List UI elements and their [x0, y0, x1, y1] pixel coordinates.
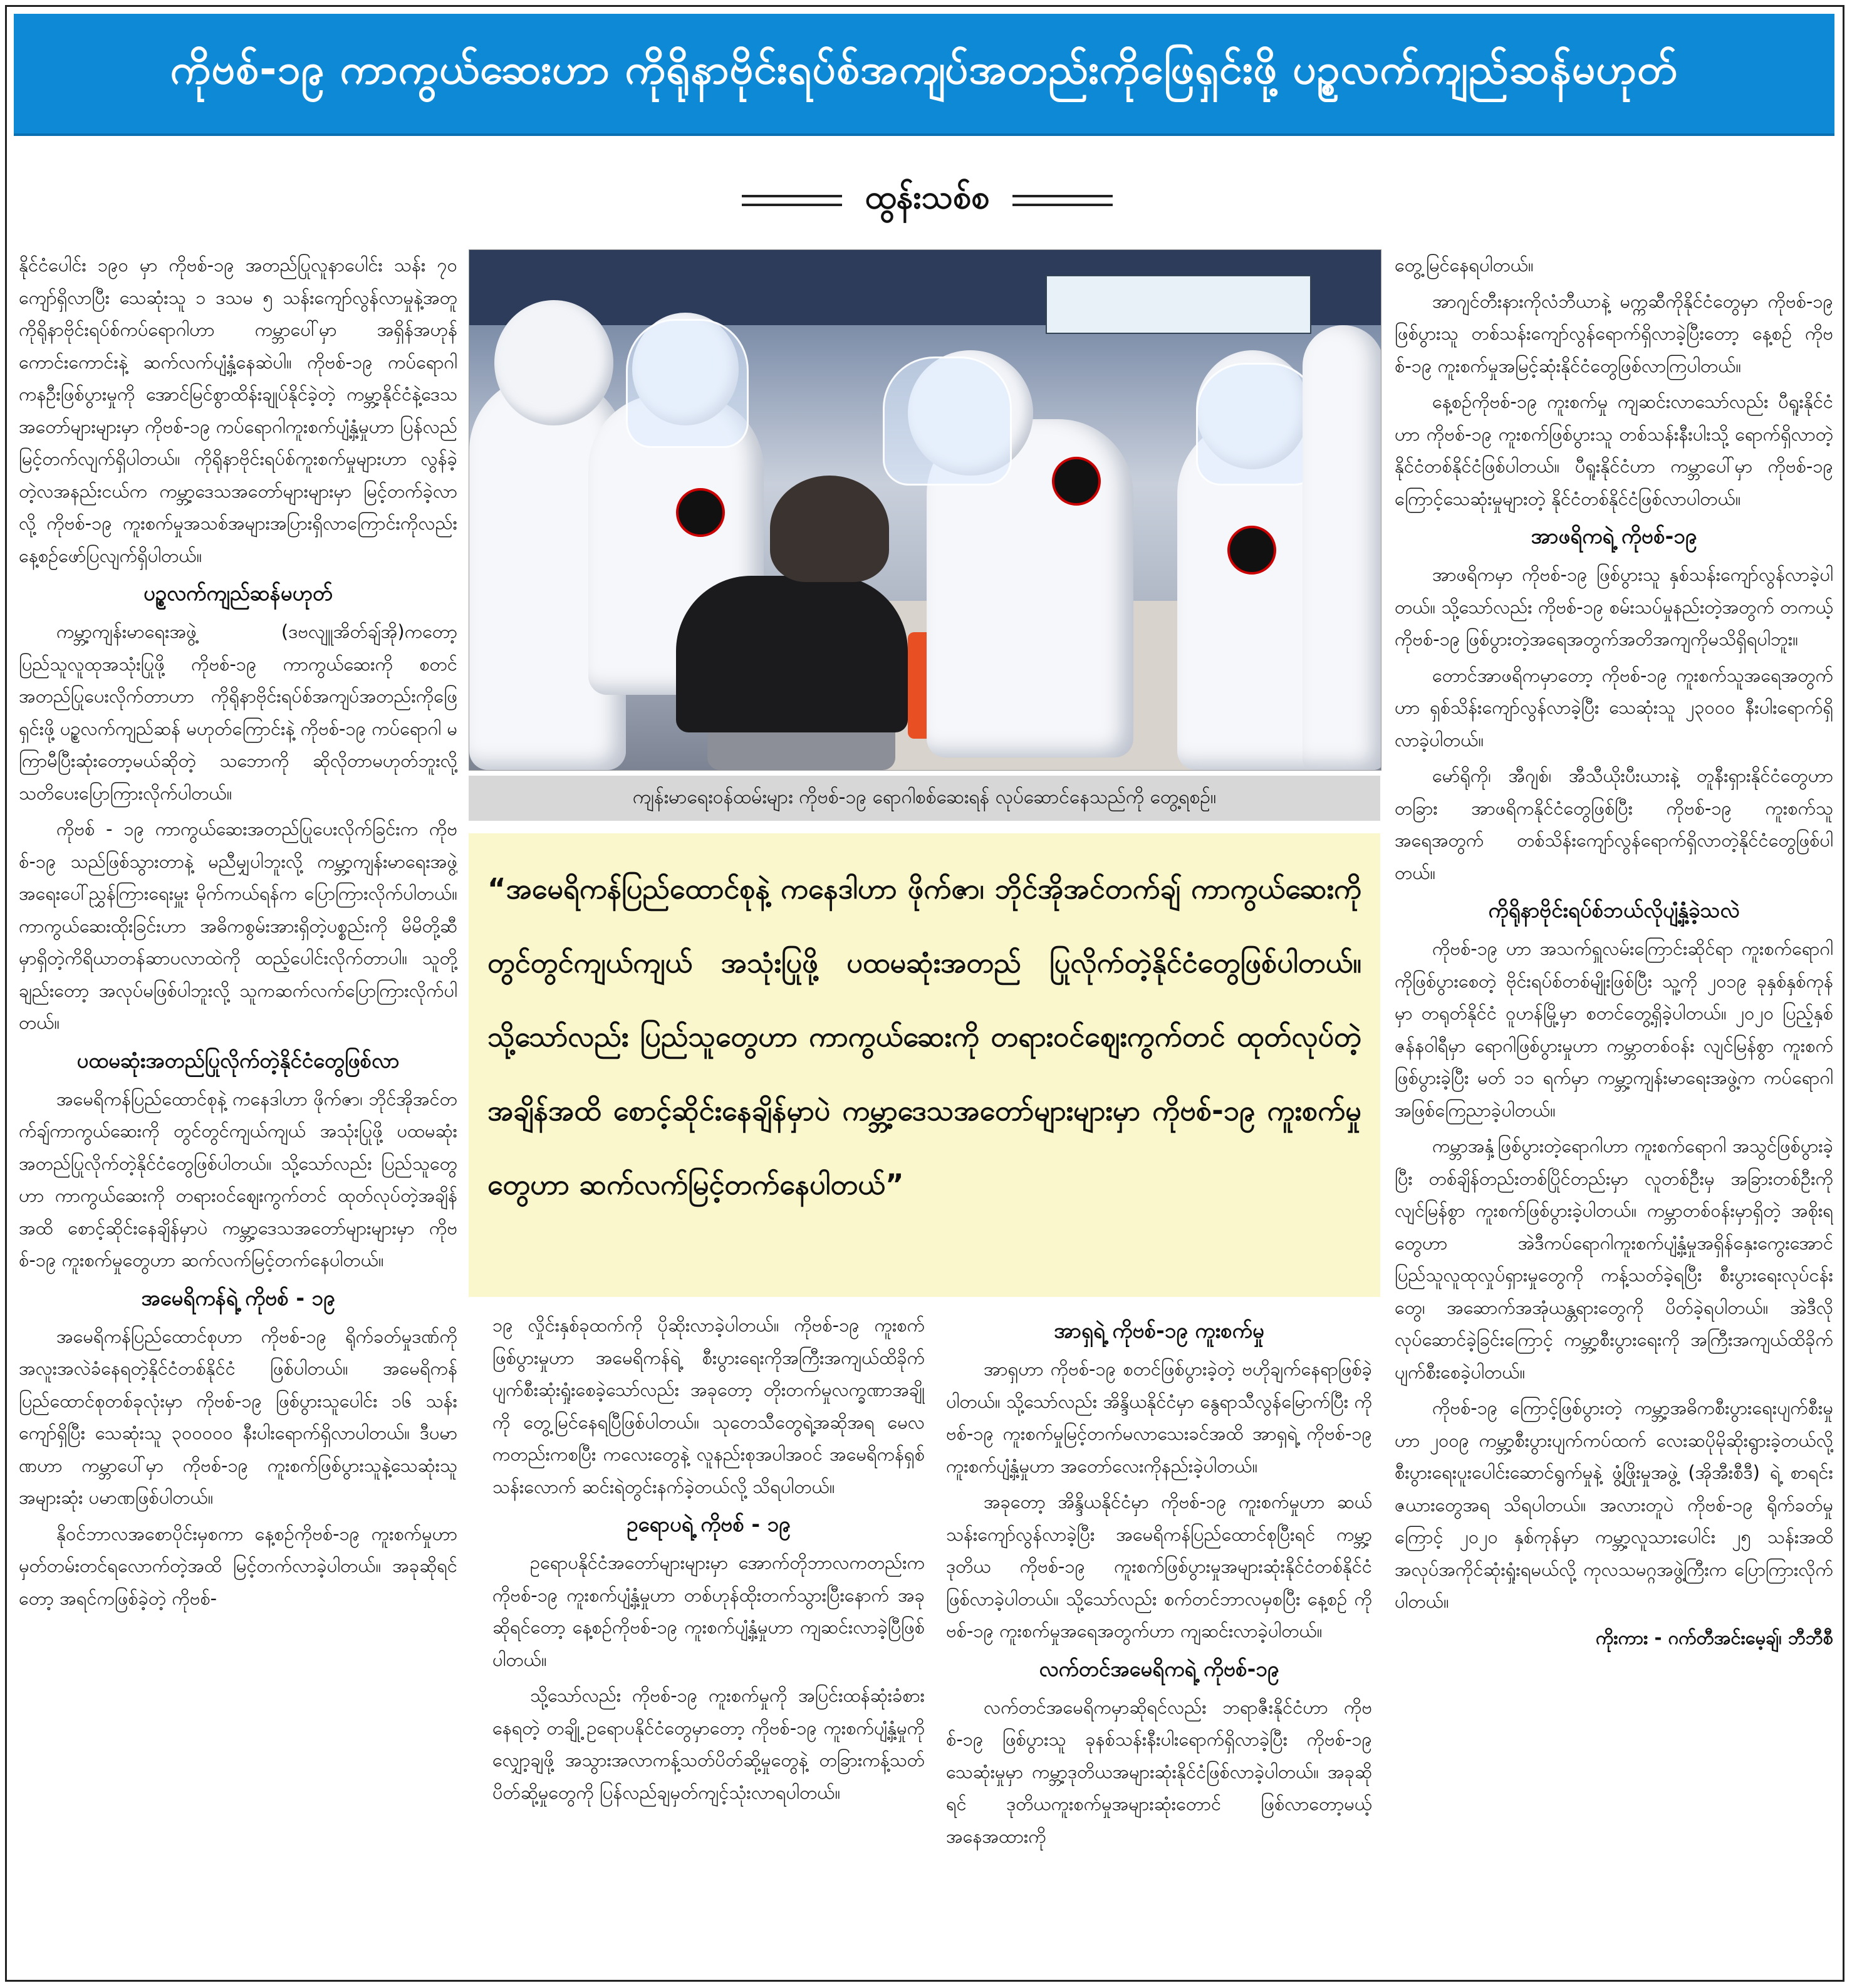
paragraph: တွေ့မြင်နေရပါတယ်။: [1395, 254, 1534, 276]
paragraph: ဥရောပနိုင်ငံအတော်များများမှာ အောက်တိုဘာလကတည်းက ကိုဗစ်-၁၉ ကူးစက်ပျံ့နှံ့မှုဟာ တစ်ဟုန်ထိုးတက်သွားပြီးနောက် အခုဆိုရင်တော့ နေ့စဉ်ကိုဗစ်-၁၉ ကူးစက်ပျံ့နှံ့မှုဟာ ကျဆင်းလာခဲ့ပြီဖြစ်ပါတယ်။: [492, 1552, 925, 1670]
column-2: [492, 1309, 925, 1974]
paragraph: အာရှဟာ ကိုဗစ်-၁၉ စတင်ဖြစ်ပွားခဲ့တဲ့ ဗဟိုချက်နေရာဖြစ်ခဲ့ပါတယ်။ သို့သော်လည်း အိန္ဒိယနိုင်ငံမှာ နွေရာသီလွန်မြောက်ပြီး ကိုဗစ်-၁၉ ကူးစက်မှုမြင့်တက်မလာသေးခင်အထိ အာရှရဲ့ ကိုဗစ်-၁၉ ကူးစက်ပျံ့နှံ့မှုဟာ အတော်လေးကိုနည်းခဲ့ပါတယ်။: [946, 1358, 1372, 1477]
paragraph: ကိုဗစ်-၁၉ ဟာ အသက်ရှူလမ်းကြောင်းဆိုင်ရာ ကူးစက်ရောဂါကိုဖြစ်ပွားစေတဲ့ ဗိုင်းရပ်စ်တစ်မျိုးဖြစ်ပြီး သူ့ကို ၂၀၁၉ ခုနှစ်နှစ်ကုန်မှာ တရုတ်နိုင်ငံ ဝူဟန်မြို့မှာ စတင်တွေ့ရှိခဲ့ပါတယ်။ ၂၀၂၀ ပြည့်နှစ် ဇန်နဝါရီမှာ ရောဂါဖြစ်ပွားမှုဟာ ကမ္ဘာတစ်ဝန်း လျင်မြန်စွာ ကူးစက်ဖြစ်ပွားခဲ့ပြီး မတ် ၁၁ ရက်မှာ ကမ္ဘာ့ကျန်းမာရေးအဖွဲ့က ကပ်ရောဂါအဖြစ်ကြေညာခဲ့ပါတယ်။: [1395, 938, 1833, 1121]
section-heading: ပထမဆုံးအတည်ပြုလိုက်တဲ့နိုင်ငံတွေဖြစ်လာ: [76, 1048, 400, 1073]
paragraph: နိုင်ငံပေါင်း ၁၉၀ မှာ ကိုဗစ်-၁၉ အတည်ပြုလူနာပေါင်း သန်း ၇၀ ကျော်ရှိလာပြီး သေဆုံးသူ ၁ ဒသမ ၅ သန်းကျော်လွန်လာမှုနဲ့အတူ ကိုရိုနာဗိုင်းရပ်စ်ကပ်ရောဂါဟာ ကမ္ဘာပေါ်မှာ အရှိန်အဟုန်ကောင်းကောင်းနဲ့ ဆက်လက်ပျံ့နှံ့နေဆဲပါ။ ကိုဗစ်-၁၉ ကပ်ရောဂါ ကနဦးဖြစ်ပွားမှုကို အောင်မြင်စွာထိန်းချုပ်နိုင်ခဲ့တဲ့ ကမ္ဘာ့နိုင်ငံနဲ့ဒေသအတော်များများမှာ ကိုဗစ်-၁၉ ကပ်ရောဂါကူးစက်ပျံ့နှံ့မှုဟာ ပြန်လည်မြင့်တက်လျက်ရှိပါတယ်။ ကိုရိုနာဗိုင်းရပ်စ်ကူးစက်မှုများဟာ လွန်ခဲ့တဲ့လအနည်းငယ်က ကမ္ဘာ့ဒေသအတော်များများမှာ မြင့်တက်ခဲ့လာလို့ ကိုဗစ်-၁၉ ကူးစက်မှုအသစ်အများအပြားရှိလာကြောင်းကိုလည်း နေ့စဉ်ဖော်ပြလျက်ရှိပါတယ်။: [19, 254, 457, 566]
health-worker-2-faceshield: [626, 319, 749, 448]
paragraph: နေ့စဉ်ကိုဗစ်-၁၉ ကူးစက်မှု ကျဆင်းလာသော်လည်း ပီရူးနိုင်ငံဟာ ကိုဗစ်-၁၉ ကူးစက်ဖြစ်ပွားသူ တစ်သန်းနီးပါးသို့ ရောက်ရှိလာတဲ့ နိုင်ငံတစ်နိုင်ငံဖြစ်ပါတယ်။ ပီရူးနိုင်ငံဟာ ကမ္ဘာပေါ်မှာ ကိုဗစ်-၁၉ ကြောင့်သေဆုံးမှုများတဲ့ နိုင်ငံတစ်နိုင်ငံဖြစ်လာပါတယ်။: [1395, 391, 1833, 509]
paragraph: ကိုဗစ် - ၁၉ ကာကွယ်ဆေးအတည်ပြုပေးလိုက်ခြင်းက ကိုဗစ်-၁၉ သည်ဖြစ်သွားတာနဲ့ မညီမျှပါဘူးလို့ ကမ္ဘာ့ကျန်းမာရေးအဖွဲ့အရေးပေါ်ညွှန်ကြားရေးမှူး မိုက်ကယ်ရန်က ပြောကြားလိုက်ပါတယ်။ ကာကွယ်ဆေးထိုးခြင်းဟာ အဓိကစွမ်းအားရှိတဲ့ပစ္စည်းကို မိမိတို့ဆီမှာရှိတဲ့ကိရိယာတန်ဆာပလာထဲကို ထည့်ပေါင်းလိုက်တာပါ။ သူတို့ချည်းတော့ အလုပ်မဖြစ်ပါဘူးလို့ သူကဆက်လက်ပြောကြားလိုက်ပါတယ်။: [19, 818, 457, 1033]
section-heading: ဥရောပရဲ့ ကိုဗစ် - ၁၉: [627, 1512, 791, 1536]
health-worker-2-badge: [676, 488, 725, 537]
health-worker-3-faceshield: [883, 356, 1012, 486]
column-4: [1395, 249, 1833, 1969]
paragraph: တောင်အာဖရိကမှာတော့ ကိုဗစ်-၁၉ ကူးစက်သူအရေအတွက်ဟာ ရှစ်သိန်းကျော်လွန်လာခဲ့ပြီး သေဆုံးသူ ၂၃၀၀၀ နီးပါးရောက်ရှိလာခဲ့ပါတယ်။: [1395, 664, 1833, 751]
paragraph: ၁၉ လှိုင်းနှစ်ခုထက်ကို ပိုဆိုးလာခဲ့ပါတယ်။ ကိုဗစ်-၁၉ ကူးစက်ဖြစ်ပွားမှုဟာ အမေရိကန်ရဲ့ စီးပွားရေးကိုအကြီးအကျယ်ထိခိုက်ပျက်စီးဆုံးရှုံးစေခဲ့သော်လည်း အခုတော့ တိုးတက်မှုလက္ခဏာအချို့ကို တွေ့မြင်နေရပြီဖြစ်ပါတယ်။ သုတေသီတွေရဲ့အဆိုအရ မေလကတည်းကစပြီး ကလေးတွေနဲ့ လူနည်းစုအပါအဝင် အမေရိကန်ရှစ်သန်းလောက် ဆင်းရဲတွင်းနက်ခဲ့တယ်လို့ သိရပါတယ်။: [492, 1314, 925, 1497]
section-heading: ကိုရိုနာဗိုင်းရပ်စ်ဘယ်လိုပျံ့နှံ့ခဲ့သလဲ: [1488, 898, 1740, 922]
photo-patient: [676, 576, 908, 732]
paragraph: ကမ္ဘာအနှံ့ဖြစ်ပွားတဲ့ရောဂါဟာ ကူးစက်ရောဂါ အသွင်ဖြစ်ပွားခဲ့ပြီး တစ်ချိန်တည်းတစ်ပြိုင်တည်းမှာ လူတစ်ဦးမှ အခြားတစ်ဦးကို လျင်မြန်စွာ ကူးစက်ဖြစ်ပွားခဲ့ပါတယ်။ ကမ္ဘာတစ်ဝန်းမှာရှိတဲ့ အစိုးရတွေဟာ အဲဒီကပ်ရောဂါကူးစက်ပျံ့နှံ့မှုအရှိန်နှေးကွေးအောင် ပြည်သူလူထုလှုပ်ရှားမှုတွေကို ကန့်သတ်ခဲ့ရပြီး စီးပွားရေးလုပ်ငန်းတွေ၊ အဆောက်အအုံယန္တရားတွေကို ပိတ်ခဲ့ရပါတယ်။ အဲဒီလိုလုပ်ဆောင်ခဲ့ခြင်းကြောင့် ကမ္ဘာ့စီးပွားရေးကို အကြီးအကျယ်ထိခိုက်ပျက်စီးစေခဲ့ပါတယ်။: [1395, 1135, 1833, 1383]
section-heading: ပဥ္စလက်ကျည်ဆန်မဟုတ်: [143, 581, 333, 605]
column-3: [946, 1309, 1372, 1974]
health-worker-4-badge: [1227, 526, 1276, 575]
photo-patient-cap: [770, 476, 889, 582]
headline: ကိုဗစ်-၁၉ ကာကွယ်ဆေးဟာ ကိုရိုနာဗိုင်းရပ်စ်အကျပ်အတည်းကိုဖြေရှင်းဖို့ ပဥ္စလက်ကျည်ဆန်မဟုတ်: [14, 14, 1834, 136]
section-heading: အာဖရိကရဲ့ ကိုဗစ်-၁၉: [1531, 524, 1697, 548]
health-worker-4-faceshield: [1196, 363, 1319, 486]
paragraph: ကမ္ဘာ့ကျန်းမာရေးအဖွဲ့ (ဒဗလျူအိတ်ချ်အို)ကတော့ ပြည်သူလူထုအသုံးပြုဖို့ ကိုဗစ်-၁၉ ကာကွယ်ဆေးကို စတင်အတည်ပြုပေးလိုက်တာဟာ ကိုရိုနာဗိုင်းရပ်စ်အကျပ်အတည်းကိုဖြေရှင်းဖို့ ပဥ္စလက်ကျည်ဆန် မဟုတ်ကြောင်းနဲ့ ကိုဗစ်-၁၉ ကပ်ရောဂါ မကြာမီပြီးဆုံးတော့မယ်ဆိုတဲ့ သဘောကို ဆိုလိုတာမဟုတ်ဘူးလို့ သတိပေးပြောကြားလိုက်ပါတယ်။: [19, 621, 457, 804]
byline-author: ထွန်းသစ်စ: [865, 179, 990, 216]
byline-rule-left: [742, 195, 842, 206]
paragraph: အမေရိကန်ပြည်ထောင်စုနဲ့ ကနေဒါဟာ ဖိုက်ဇာ၊ ဘိုင်အိုအင်တက်ချ်ကာကွယ်ဆေးကို တွင်တွင်ကျယ်ကျယ် အသုံးပြုဖို့ ပထမဆုံးအတည်ပြုလိုက်တဲ့နိုင်ငံတွေဖြစ်ပါတယ်။ သို့သော်လည်း ပြည်သူတွေဟာ ကာကွယ်ဆေးကို တရားဝင်ဈေးကွက်တင် ထုတ်လုပ်တဲ့အချိန်အထိ စောင့်ဆိုင်းနေချိန်မှာပဲ ကမ္ဘာ့ဒေသအတော်များများမှာ ကိုဗစ်-၁၉ ကူးစက်မှုတွေဟာ ဆက်လက်မြင့်တက်နေပါတယ်။: [19, 1088, 457, 1271]
paragraph: ကိုဗစ်-၁၉ ကြောင့်ဖြစ်ပွားတဲ့ ကမ္ဘာ့အဓိကစီးပွားရေးပျက်စီးမှုဟာ ၂၀၀၉ ကမ္ဘာ့စီးပွားပျက်ကပ်ထက် လေးဆပိုမိုဆိုးရွားခဲ့တယ်လို့ စီးပွားရေးပူးပေါင်းဆောင်ရွက်မှုနဲ့ ဖွံ့ဖြိုးမှုအဖွဲ့ (အိုအီးစီဒီ) ရဲ့ စာရင်းဇယားတွေအရ သိရပါတယ်။ အလားတူပဲ ကိုဗစ်-၁၉ ရိုက်ခတ်မှုကြောင့် ၂၀၂၀ နှစ်ကုန်မှာ ကမ္ဘာ့လူသားပေါင်း ၂၅ သန်းအထိ အလုပ်အကိုင်ဆုံးရှုံးရမယ်လို့ ကုလသမဂ္ဂအဖွဲ့ကြီးက ပြောကြားလိုက်ပါတယ်။: [1395, 1397, 1833, 1612]
byline: [652, 169, 1203, 232]
paragraph: သို့သော်လည်း ကိုဗစ်-၁၉ ကူးစက်မှုကို အပြင်းထန်ဆုံးခံစားနေရတဲ့ တချို့ ဥရောပနိုင်ငံတွေမှာတော့ ကိုဗစ်-၁၉ ကူးစက်ပျံ့နှံ့မှုကို လျှော့ချဖို့ အသွားအလာကန့်သတ်ပိတ်ဆို့မှုတွေနဲ့ တခြားကန့်သတ်ပိတ်ဆို့မှုတွေကို ပြန်လည်ချမှတ်ကျင့်သုံးလာရပါတယ်။: [492, 1685, 925, 1803]
health-worker-5: [1303, 325, 1381, 770]
byline-rule-right: [1012, 195, 1113, 206]
health-worker-1-hood: [494, 300, 613, 425]
paragraph: အခုတော့ အိန္ဒိယနိုင်ငံမှာ ကိုဗစ်-၁၉ ကူးစက်မှုဟာ ဆယ်သန်းကျော်လွန်လာခဲ့ပြီး အမေရိကန်ပြည်ထောင်စုပြီးရင် ကမ္ဘာ့ဒုတိယ ကိုဗစ်-၁၉ ကူးစက်ဖြစ်ပွားမှုအများဆုံးနိုင်ငံတစ်နိုင်ငံ ဖြစ်လာခဲ့ပါတယ်။ သို့သော်လည်း စက်တင်ဘာလမှစပြီး နေ့စဉ် ကိုဗစ်-၁၉ ကူးစက်မှုအရေအတွက်ဟာ ကျဆင်းလာခဲ့ပါတယ်။: [946, 1491, 1372, 1642]
paragraph: အာဖရိကမှာ ကိုဗစ်-၁၉ ဖြစ်ပွားသူ နှစ်သန်းကျော်လွန်လာခဲ့ပါတယ်။ သို့သော်လည်း ကိုဗစ်-၁၉ စမ်းသပ်မှုနည်းတဲ့အတွက် တကယ့် ကိုဗစ်-၁၉ ဖြစ်ပွားတဲ့အရေအတွက်အတိအကျကိုမသိရှိရပါဘူး။: [1395, 564, 1833, 650]
section-heading: အာရှရဲ့ ကိုဗစ်-၁၉ ကူးစက်မှု: [1054, 1318, 1264, 1343]
photo-background-sign: [1046, 275, 1311, 334]
paragraph: လက်တင်အမေရိကမှာဆိုရင်လည်း ဘရာဇီးနိုင်ငံဟာ ကိုဗစ်-၁၉ ဖြစ်ပွားသူ ခုနစ်သန်းနီးပါးရောက်ရှိလာခဲ့ပြီး ကိုဗစ်-၁၉ သေဆုံးမှုမှာ ကမ္ဘာ့ဒုတိယအများဆုံးနိုင်ငံဖြစ်လာခဲ့ပါတယ်။ အခုဆိုရင် ဒုတိယကူးစက်မှုအများဆုံးတောင် ဖြစ်လာတော့မယ့် အနေအထားကို: [946, 1696, 1372, 1847]
pull-quote: “အမေရိကန်ပြည်ထောင်စုနဲ့ ကနေဒါဟာ ဖိုက်ဇာ၊ ဘိုင်အိုအင်တက်ချ် ကာကွယ်ဆေးကို တွင်တွင်ကျယ်ကျယ် အသုံးပြုဖို့ ပထမဆုံးအတည် ပြုလိုက်တဲ့နိုင်ငံတွေဖြစ်ပါတယ်။ သို့သော်လည်း ပြည်သူတွေဟာ ကာကွယ်ဆေးကို တရားဝင်ဈေးကွက်တင် ထုတ်လုပ်တဲ့အချိန်အထိ စောင့်ဆိုင်းနေချိန်မှာပဲ ကမ္ဘာ့ဒေသအတော်များများမှာ ကိုဗစ်-၁၉ ကူးစက်မှုတွေဟာ ဆက်လက်မြင့်တက်နေပါတယ်”: [469, 833, 1380, 1297]
photo-caption: ကျန်းမာရေးဝန်ထမ်းများ ကိုဗစ်-၁၉ ရောဂါစစ်ဆေးရန် လုပ်ဆောင်နေသည်ကို တွေ့ရစဉ်။: [469, 776, 1380, 821]
paragraph: နိုဝင်ဘာလအစောပိုင်းမှစကာ နေ့စဉ်ကိုဗစ်-၁၉ ကူးစက်မှုဟာ မှတ်တမ်းတင်ရလောက်တဲ့အထိ မြင့်တက်လာခဲ့ပါတယ်။ အခုဆိုရင်တော့ အရင်ကဖြစ်ခဲ့တဲ့ ကိုဗစ်-: [19, 1522, 457, 1609]
news-photo: [469, 249, 1381, 771]
paragraph: အမေရိကန်ပြည်ထောင်စုဟာ ကိုဗစ်-၁၉ ရိုက်ခတ်မှုဒဏ်ကို အလူးအလဲခံနေရတဲ့နိုင်ငံတစ်နိုင်ငံ ဖြစ်ပါတယ်။ အမေရိကန်ပြည်ထောင်စုတစ်ခုလုံးမှာ ကိုဗစ်-၁၉ ဖြစ်ပွားသူပေါင်း ၁၆ သန်းကျော်ရှိပြီး သေဆုံးသူ ၃၀၀၀၀၀ နီးပါးရောက်ရှိလာပါတယ်။ ဒီပမာဏဟာ ကမ္ဘာပေါ်မှာ ကိုဗစ်-၁၉ ကူးစက်ဖြစ်ပွားသူနဲ့သေဆုံးသူအများဆုံး ပမာဏဖြစ်ပါတယ်။: [19, 1325, 457, 1508]
health-worker-3-badge: [1052, 457, 1101, 506]
column-1: [19, 249, 457, 1969]
paragraph: အာဂျင်တီးနားကိုလံဘီယာနဲ့ မက္ကဆီကိုနိုင်ငံတွေမှာ ကိုဗစ်-၁၉ ဖြစ်ပွားသူ တစ်သန်းကျော်လွန်ရောက်ရှိလာခဲ့ပြီးတော့ နေ့စဉ် ကိုဗစ်-၁၉ ကူးစက်မှုအမြင့်ဆုံးနိုင်ငံတွေဖြစ်လာကြပါတယ်။: [1395, 290, 1833, 377]
section-heading: လက်တင်အမေရိကရဲ့ ကိုဗစ်-၁၉: [1039, 1656, 1279, 1681]
section-heading: အမေရိကန်ရဲ့ ကိုဗစ် - ၁၉: [141, 1285, 335, 1310]
paragraph: မော်ရိုကို၊ အီဂျစ်၊ အီသီယိုးပီးယားနဲ့ တူနီးရှားနိုင်ငံတွေဟာ တခြား အာဖရိကနိုင်ငံတွေဖြစ်ပြီး ကိုဗစ်-၁၉ ကူးစက်သူအရေအတွက် တစ်သိန်းကျော်လွန်ရောက်ရှိလာတဲ့နိုင်ငံတွေဖြစ်ပါတယ်။: [1395, 765, 1833, 883]
source-credit: ကိုးကား - ဂက်တီအင်းမေ့ချ်၊ ဘီဘီစီ: [1596, 1626, 1833, 1648]
